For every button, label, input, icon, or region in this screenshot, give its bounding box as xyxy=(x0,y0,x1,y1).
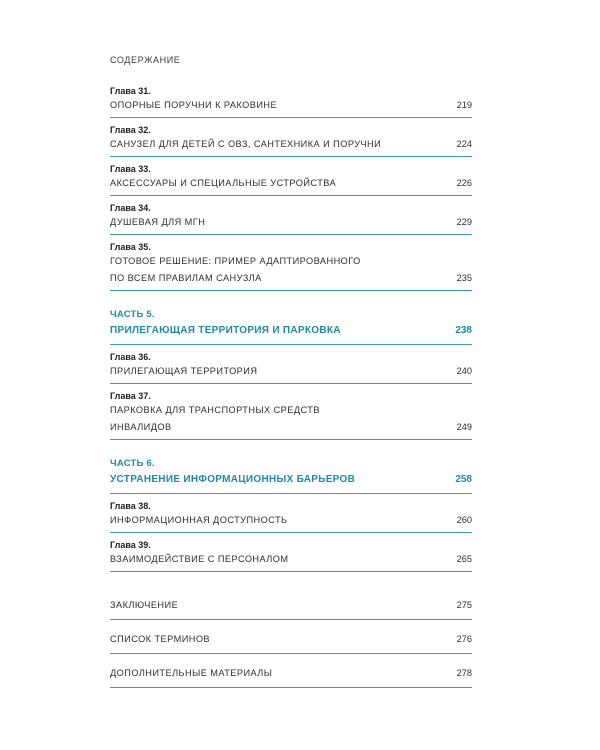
chapter-title: ОПОРНЫЕ ПОРУЧНИ К РАКОВИНЕ xyxy=(110,100,278,110)
entry-title: ДОПОЛНИТЕЛЬНЫЕ МАТЕРИАЛЫ xyxy=(110,668,273,678)
part-title: УСТРАНЕНИЕ ИНФОРМАЦИОННЫХ БАРЬЕРОВ xyxy=(110,474,356,485)
part-label: ЧАСТЬ 6. xyxy=(110,458,155,469)
page-number: 224 xyxy=(456,139,472,149)
page-number: 240 xyxy=(456,366,472,376)
chapter-title: ДУШЕВАЯ ДЛЯ МГН xyxy=(110,217,206,227)
toc-entry-conclusion[interactable] xyxy=(110,591,472,620)
toc-entry-chapter-31[interactable] xyxy=(110,84,472,118)
chapter-title: САНУЗЕЛ ДЛЯ ДЕТЕЙ С ОВЗ, САНТЕХНИКА И ПОРУЧНИ xyxy=(110,139,382,149)
toc-entry-chapter-36[interactable] xyxy=(110,350,472,384)
chapter-label: Глава 35. xyxy=(110,242,151,252)
page-number: 265 xyxy=(456,554,472,564)
chapter-title-line-1: ПАРКОВКА ДЛЯ ТРАНСПОРТНЫХ СРЕДСТВ xyxy=(110,405,320,415)
chapter-title: ПРИЛЕГАЮЩАЯ ТЕРРИТОРИЯ xyxy=(110,366,258,376)
table-of-contents xyxy=(110,84,472,693)
toc-entry-chapter-32[interactable] xyxy=(110,123,472,157)
part-label: ЧАСТЬ 5. xyxy=(110,309,155,320)
chapter-label: Глава 37. xyxy=(110,391,151,401)
chapter-title: АКСЕССУАРЫ И СПЕЦИАЛЬНЫЕ УСТРОЙСТВА xyxy=(110,178,337,188)
page-number: 219 xyxy=(456,100,472,110)
toc-entry-chapter-33[interactable] xyxy=(110,162,472,196)
page-number: 275 xyxy=(456,600,472,610)
toc-entry-chapter-39[interactable] xyxy=(110,538,472,572)
chapter-title-line-2: ПО ВСЕМ ПРАВИЛАМ САНУЗЛА xyxy=(110,273,262,283)
closing-section xyxy=(110,591,472,688)
toc-entry-part-5[interactable] xyxy=(110,308,472,345)
chapter-label: Глава 36. xyxy=(110,352,151,362)
chapter-label: Глава 32. xyxy=(110,125,151,135)
page-number: 260 xyxy=(456,515,472,525)
entry-title: СПИСОК ТЕРМИНОВ xyxy=(110,634,211,644)
chapter-label: Глава 31. xyxy=(110,86,151,96)
toc-entry-additional-materials[interactable] xyxy=(110,659,472,688)
toc-entry-chapter-34[interactable] xyxy=(110,201,472,235)
toc-entry-chapter-38[interactable] xyxy=(110,499,472,533)
chapter-title-line-1: ГОТОВОЕ РЕШЕНИЕ: ПРИМЕР АДАПТИРОВАННОГО xyxy=(110,256,361,266)
entry-title: ЗАКЛЮЧЕНИЕ xyxy=(110,600,179,610)
toc-entry-glossary[interactable] xyxy=(110,625,472,654)
page-number: 278 xyxy=(456,668,472,678)
part-page-number: 238 xyxy=(455,325,472,336)
chapter-title-line-2: ИНВАЛИДОВ xyxy=(110,422,172,432)
chapter-title: ВЗАИМОДЕЙСТВИЕ С ПЕРСОНАЛОМ xyxy=(110,554,289,564)
chapter-label: Глава 38. xyxy=(110,501,151,511)
part-title: ПРИЛЕГАЮЩАЯ ТЕРРИТОРИЯ И ПАРКОВКА xyxy=(110,325,341,336)
chapter-label: Глава 33. xyxy=(110,164,151,174)
page-number: 226 xyxy=(456,178,472,188)
toc-entry-chapter-35[interactable] xyxy=(110,240,472,291)
toc-entry-part-6[interactable] xyxy=(110,457,472,494)
chapter-label: Глава 34. xyxy=(110,203,151,213)
page-number: 249 xyxy=(456,422,472,432)
page-number: 276 xyxy=(456,634,472,644)
page-header: СОДЕРЖАНИЕ xyxy=(110,55,181,65)
page-number: 235 xyxy=(456,273,472,283)
chapter-title: ИНФОРМАЦИОННАЯ ДОСТУПНОСТЬ xyxy=(110,515,288,525)
page-number: 229 xyxy=(456,217,472,227)
part-page-number: 258 xyxy=(455,474,472,485)
toc-entry-chapter-37[interactable] xyxy=(110,389,472,440)
chapter-label: Глава 39. xyxy=(110,540,151,550)
